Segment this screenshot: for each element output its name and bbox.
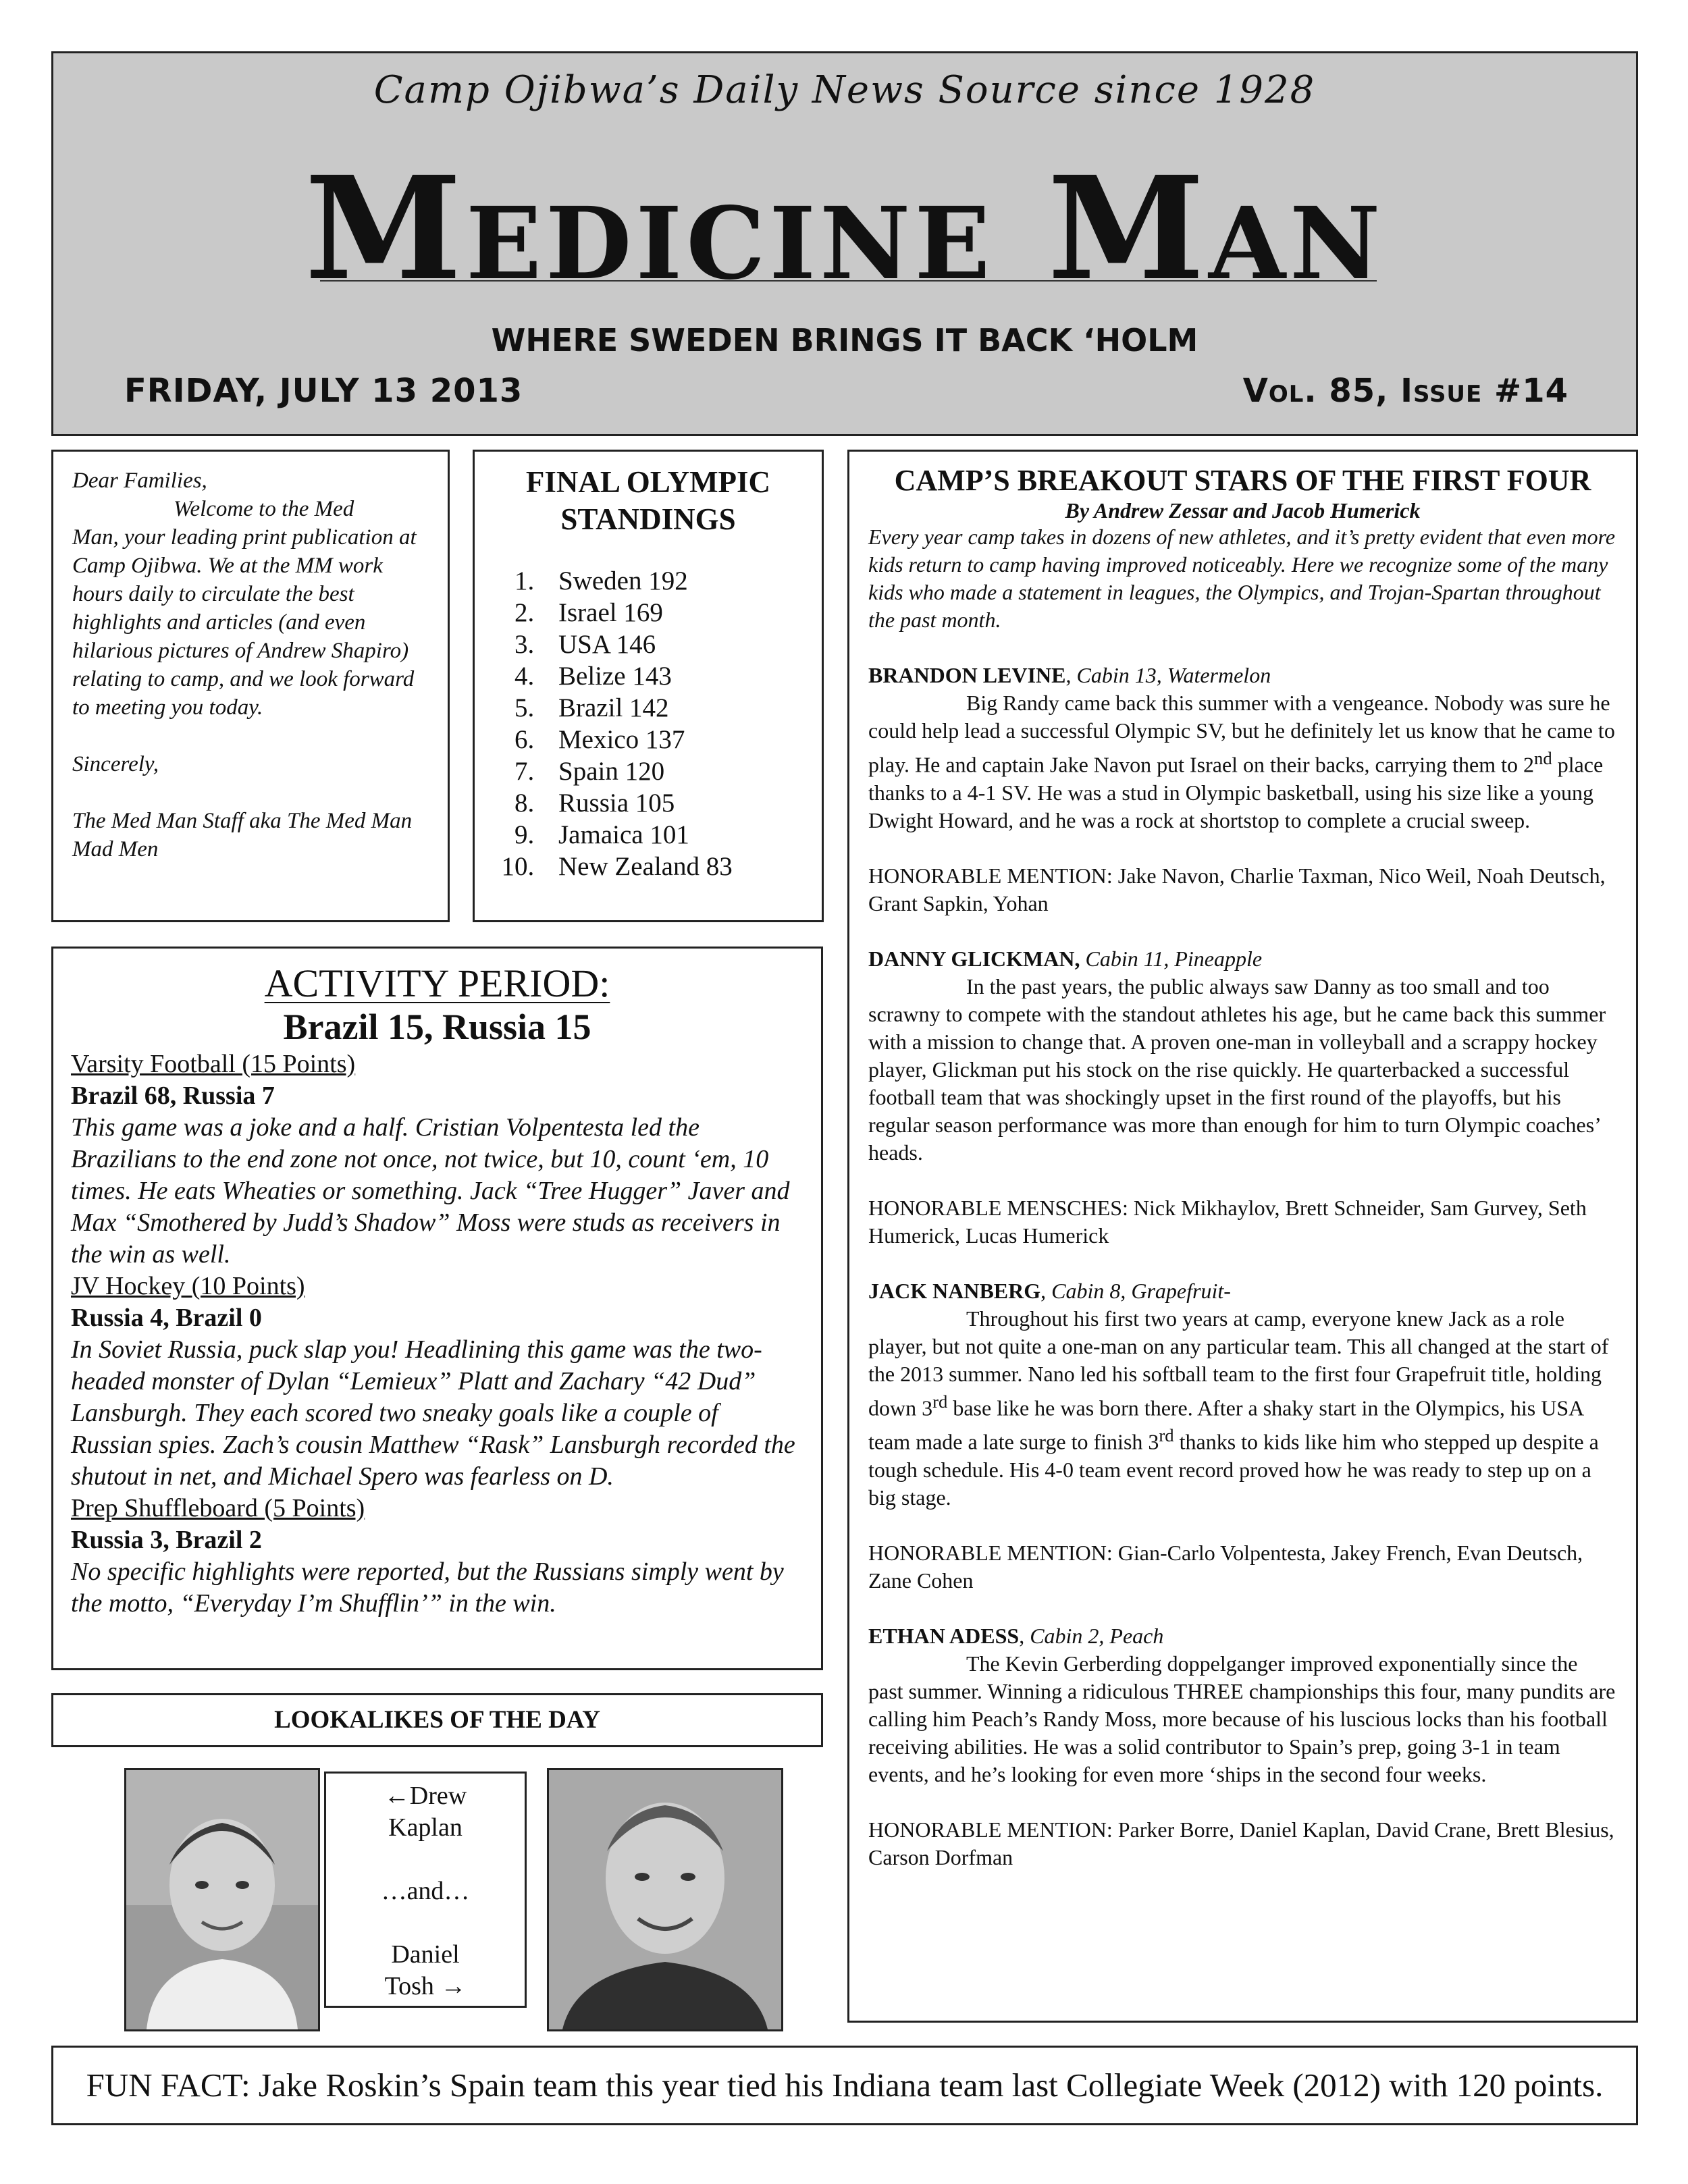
list-item: 7. Spain 120 bbox=[541, 755, 808, 787]
lookalike-caption bbox=[324, 1772, 527, 2008]
game-score: Brazil 68, Russia 7 bbox=[71, 1082, 275, 1110]
honorable-mention: HONORABLE MENTION: Parker Borre, Daniel Kaplan, David Crane, Brett Blesius, Carson Dorfman bbox=[868, 1817, 1614, 1869]
letter-body: Man, your leading print publication at Camp Ojibwa. We at the MM work hours daily to circulate the best highlights and articles (and even hilarious pictures of Andrew Shapiro) relating to camp, and we look forward to meeting you today. bbox=[72, 525, 417, 720]
left-name-line: ←Drew bbox=[384, 1782, 467, 1810]
player-cabin: Cabin 8, Grapefruit- bbox=[1051, 1278, 1231, 1303]
welcome-letter bbox=[51, 450, 450, 922]
player-story: The Kevin Gerberding doppelganger improved exponentially since the past summer. Winning a ridiculous THREE championships this four, many pundits are calling him Peach’s Randy Moss, more because of his luscious locks than his football receiving abilities. He was a solid contributor to Spain’s prep, going 3-1 in team events, and he’s looking for even more ‘ships in the second four weeks. bbox=[868, 1651, 1616, 1786]
game-recap: In Soviet Russia, puck slap you! Headlining this game was the two-headed monster of Dylan “Lemieux” Platt and Zachary “42 Dud” Lansburgh. They each scored two sneaky goals like a couple of Russian spies. Zach’s cousin Matthew “Rask” Lansburgh recorded the shutout in net, and Michael Spero was fearless on D. bbox=[71, 1335, 795, 1491]
player-cabin: Cabin 11, Pineapple bbox=[1085, 946, 1263, 971]
article-intro: Every year camp takes in dozens of new athletes, and it’s pretty evident that even more kids return to camp having improved noticeably. Here we recognize some of the many kids who made a statement in leagues, the Olympics, and Trojan-Spartan throughout the past month. bbox=[868, 525, 1616, 632]
masthead bbox=[51, 51, 1638, 436]
player-heading bbox=[868, 945, 1617, 973]
game-sport: JV Hockey (10 Points) bbox=[71, 1272, 305, 1300]
list-item: 5. Brazil 142 bbox=[541, 692, 808, 724]
motto: WHERE SWEDEN BRINGS IT BACK ‘HOLM bbox=[491, 322, 1198, 358]
activity-heading: ACTIVITY PERIOD: bbox=[264, 961, 610, 1005]
title-rule bbox=[320, 280, 1377, 282]
tagline: Camp Ojibwa’s Daily News Source since 1928 bbox=[373, 68, 1316, 112]
list-item: 4. Belize 143 bbox=[541, 660, 808, 692]
fun-fact: FUN FACT: Jake Roskin’s Spain team this year tied his Indiana team last Collegiate Week (2012) with 120 points. bbox=[51, 2046, 1638, 2125]
game-sport: Prep Shuffleboard (5 Points) bbox=[71, 1494, 365, 1522]
left-name-surname: Kaplan bbox=[388, 1813, 463, 1842]
game-sport: Varsity Football (15 Points) bbox=[71, 1050, 356, 1078]
player-heading: ETHAN ADESS, Cabin 2, Peach bbox=[868, 1623, 1164, 1648]
olympic-standings bbox=[473, 450, 824, 922]
daniel-tosh-photo bbox=[547, 1768, 783, 2031]
portrait-silhouette-icon bbox=[549, 1770, 781, 2029]
player-cabin: Cabin 13, Watermelon bbox=[1076, 663, 1271, 687]
list-item: 3. USA 146 bbox=[541, 629, 808, 660]
honorable-mention: HONORABLE MENTION: Gian-Carlo Volpentesta, Jakey French, Evan Deutsch, Zane Cohen bbox=[868, 1540, 1583, 1593]
player-name: BRANDON LEVINE bbox=[868, 663, 1066, 687]
connector-text: …and… bbox=[381, 1877, 470, 1905]
newspaper-title: Medicine Man bbox=[305, 145, 1385, 312]
drew-kaplan-photo bbox=[124, 1768, 320, 2031]
list-item: 8. Russia 105 bbox=[541, 787, 808, 819]
standings-list bbox=[488, 565, 808, 882]
player-story: In the past years, the public always saw Danny as too small and too scrawny to compete with the standout athletes his age, but he came back this summer with a mission to change that. A proven one-man in volleyball and a scrappy hockey player, Glickman put his stock on the rise quickly. He quarterbacked a successful football team that was shockingly upset in the first round of the playoffs, but his regular season performance was more than enough for him to turn Olympic coaches’ heads. bbox=[868, 974, 1606, 1165]
player-name: DANNY GLICKMAN, bbox=[868, 946, 1080, 971]
portrait-silhouette-icon bbox=[126, 1770, 318, 2029]
player-name: JACK NANBERG bbox=[868, 1278, 1041, 1303]
game-recap: No specific highlights were reported, but the Russians simply went by the motto, “Everyday I’m Shufflin’” in the win. bbox=[71, 1557, 784, 1618]
volume-issue: Vol. 85, Issue #14 bbox=[1242, 372, 1568, 410]
activity-subheading: Brazil 15, Russia 15 bbox=[283, 1007, 591, 1047]
list-item: 9. Jamaica 101 bbox=[541, 819, 808, 851]
arrow-left-icon: ← bbox=[384, 1782, 410, 1810]
list-item: 6. Mexico 137 bbox=[541, 724, 808, 755]
letter-salutation: Dear Families, bbox=[72, 469, 207, 493]
honorable-mention: HONORABLE MENTION: Jake Navon, Charlie Taxman, Nico Weil, Noah Deutsch, Grant Sapkin, Yohan bbox=[868, 863, 1606, 915]
honorable-mention: HONORABLE MENSCHES: Nick Mikhaylov, Brett Schneider, Sam Gurvey, Seth Humerick, Lucas Humerick bbox=[868, 1195, 1587, 1248]
activity-period bbox=[51, 947, 823, 1670]
player-cabin: Cabin 2, Peach bbox=[1030, 1623, 1164, 1648]
letter-signature: The Med Man Staff aka The Med Man Mad Men bbox=[72, 809, 413, 861]
list-item: 10. New Zealand 83 bbox=[541, 851, 808, 882]
game-recap: This game was a joke and a half. Cristian Volpentesta led the Brazilians to the end zone not once, not twice, but 10, count ‘em, 10 times. He eats Wheaties or something. Jack “Tree Hugger” Javer and Max “Smothered by Judd’s Shadow” Moss were studs as receivers in the win as well. bbox=[71, 1113, 790, 1269]
list-item: 2. Israel 169 bbox=[541, 597, 808, 629]
right-name-surname: Tosh → bbox=[384, 1972, 467, 2000]
lookalikes-title: LOOKALIKES OF THE DAY bbox=[51, 1693, 823, 1747]
game-score: Russia 3, Brazil 2 bbox=[71, 1526, 262, 1554]
player-name: ETHAN ADESS bbox=[868, 1623, 1020, 1648]
player-heading: BRANDON LEVINE, Cabin 13, Watermelon bbox=[868, 663, 1271, 687]
letter-closing: Sincerely, bbox=[72, 752, 159, 776]
standings-title: FINAL OLYMPIC STANDINGS bbox=[525, 465, 771, 536]
player-heading: JACK NANBERG, Cabin 8, Grapefruit- bbox=[868, 1278, 1231, 1303]
arrow-right-icon: → bbox=[440, 1972, 467, 2000]
article-title: CAMP’S BREAKOUT STARS OF THE FIRST FOUR bbox=[894, 464, 1591, 497]
issue-date: FRIDAY, JULY 13 2013 bbox=[124, 372, 523, 410]
article-byline: By Andrew Zessar and Jacob Humerick bbox=[1065, 498, 1421, 523]
breakout-stars-article bbox=[847, 450, 1638, 2023]
letter-opening: Welcome to the Med bbox=[174, 497, 354, 521]
right-name-line: Daniel bbox=[391, 1940, 460, 1969]
player-story: Big Randy came back this summer with a vengeance. Nobody was sure he could help lead a successful Olympic SV, but he definitely let us know that he came to play. He and captain Jake Navon put Israel on their backs, carrying them to 2nd place thanks to a 4-1 SV. He was a stud in Olympic basketball, using his size like a young Dwight Howard, and he was a rock at shortstop to complete a crucial sweep. bbox=[868, 691, 1615, 832]
game-score: Russia 4, Brazil 0 bbox=[71, 1304, 262, 1332]
player-story: Throughout his first two years at camp, everyone knew Jack as a role player, but not quite a one-man on any particular team. This all changed at the start of the 2013 summer. Nano led his softball team to the first four Grapefruit title, holding down 3rd base like he was born there. After a shaky start in the Olympics, his USA team made a late surge to finish 3rd thanks to kids like him who stepped up despite a tough schedule. His 4-0 team event record proved how he was ready to step up on a big stage. bbox=[868, 1306, 1609, 1510]
list-item: 1. Sweden 192 bbox=[541, 565, 808, 597]
